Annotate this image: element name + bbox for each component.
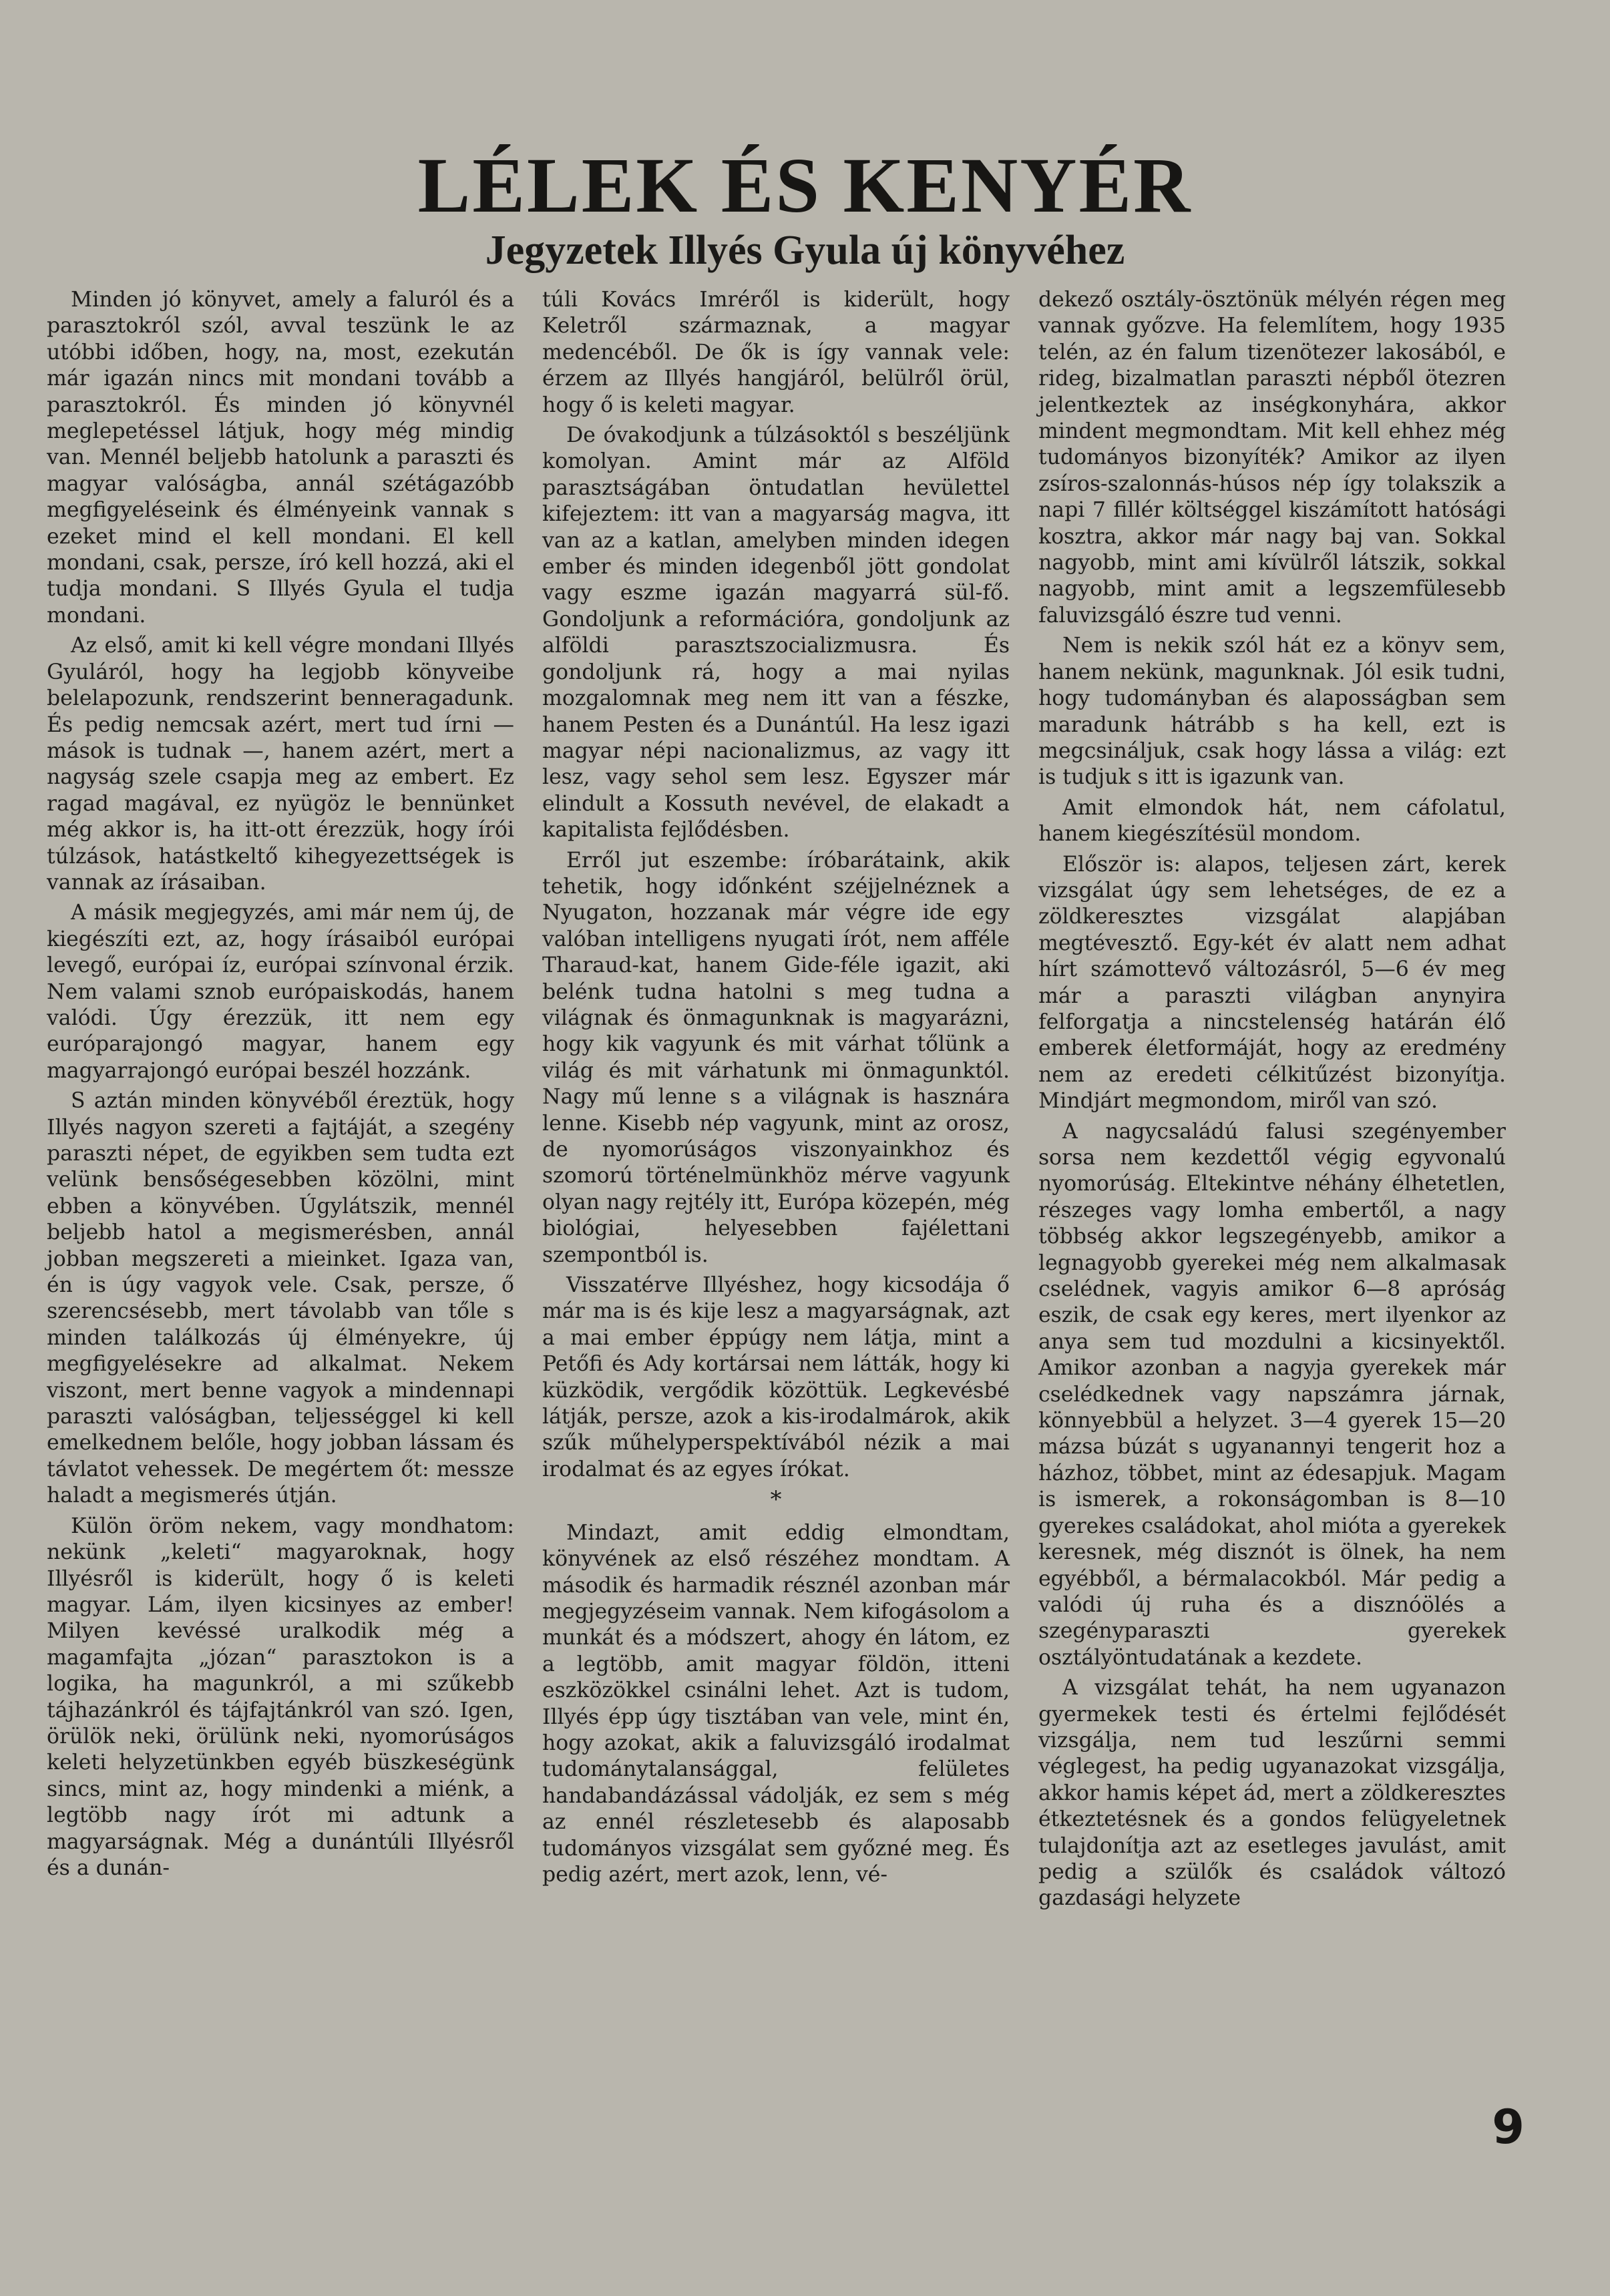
paragraph: Minden jó könyvet, amely a faluról és a parasztokról szól, avval teszünk le az utóbbi időben, hogy, na, most, ezekután már igazán nincs mit mondani tovább a parasztokról. És minden jó könyvnél meglepetéssel látjuk, hogy még mindig van. Mennél beljebb hatolunk a paraszti és magyar valóságba, annál szétágazóbb megfigyeléseink és élményeink vannak s ezeket mind el kell mondani. El kell mondani, csak, persze, író kell hozzá, aki el tudja mondani. S Illyés Gyula el tudja mondani. [47,288,514,628]
article-subtitle: Jegyzetek Illyés Gyula új könyvéhez [485,228,1125,273]
text-column-1 [47,287,514,1885]
paragraph: Mindazt, amit eddig elmondtam, könyvének az első részéhez mondtam. A második és harmadik résznél azonban már megjegyzéseim vannak. Nem kifogásolom a munkát és a módszert, ahogy én látom, ez a legtöbb, amit magyar földön, itteni eszközökkel csinálni lehet. Azt is tudom, Illyés épp úgy tisztában van vele, mint én, hogy azokat, akik a faluvizsgáló irodalmat tudománytalansággal, felületes handabandázással vádolják, ez sem s még az ennél részletesebb és alaposabb tudományos vizsgálat sem győzné meg. És pedig azért, mert azok, lenn, vé- [542,1520,1010,1887]
paragraph: Az első, amit ki kell végre mondani Illyés Gyuláról, hogy ha legjobb könyveibe belelapozunk, rendszerint benneragadunk. És pedig nemcsak azért, mert tud írni — mások is tudnak —, hanem azért, mert a nagyság szele csapja meg az embert. Ez ragad magával, ez nyügöz le bennünket még akkor is, ha itt-ott érezzük, hogy írói túlzások, hatástkeltő kihegyezettségek is vannak az írásaiban. [47,634,514,895]
paragraph: S aztán minden könyvéből éreztük, hogy Illyés nagyon szereti a fajtáját, a szegény paraszti népet, de egyikben sem tudta ezt velünk bensőségesebben közölni, mint ebben a könyvében. Úgylátszik, mennél beljebb hatol a megismerésben, annál jobban megszereti a mieinket. Igaza van, én is úgy vagyok vele. Csak, persze, ő szerencsésebb, mert távolabb van tőle s minden találkozás új élményekre, új megfigyelésekre ad alkalmat. Nekem viszont, mert benne vagyok a mindennapi paraszti valóságban, teljességgel ki kell emelkednem belőle, hogy jobban lássam és távlatot vehessek. De megértem őt: messze haladt a megismerés útján. [47,1089,514,1508]
paragraph: Nem is nekik szól hát ez a könyv sem, hanem nekünk, magunknak. Jól esik tudni, hogy tudományban és alaposságban sem maradunk hátrább s ha kell, ezt is megcsináljuk, csak hogy lássa a világ: ezt is tudjuk s itt is igazunk van. [1038,634,1506,790]
paragraph: dekező osztály-ösztönük mélyén régen meg vannak győzve. Ha felemlítem, hogy 1935 telén, az én falum tizenötezer lakosából, e rideg, bizalmatlan paraszti népből ötezren jelentkeztek az inségkonyhára, akkor mindent megmondtam. Mit kell ehhez még tudományos bizonyíték? Amikor az ilyen zsíros-szalonnás-húsos nép így tolakszik a napi 7 fillér költséggel kiszámított hatósági kosztra, akkor már nagy baj van. Sokkal nagyobb, mint ami kívülről látszik, sokkal nagyobb, mint amit a legszemfülesebb faluvizsgáló észre tud venni. [1038,288,1506,628]
article-title: LÉLEK ÉS KENYÉR [417,142,1193,229]
paragraph: Visszatérve Illyéshez, hogy kicsodája ő már ma is és kije lesz a magyarságnak, azt a mai ember éppúgy nem látja, mint a Petőfi és Ady kortársai nem látták, hogy ki küzködik, vergődik közöttük. Legkevésbé látják, persze, azok a kis-irodalmárok, akik szűk műhelyperspektívából nézik a mai irodalmat és az egyes írókat. [542,1273,1010,1481]
paragraph: A nagycsaládú falusi szegényember sorsa nem kezdettől végig egyvonalú nyomorúság. Eltekintve néhány élhetetlen, részeges vagy lomha embertől, a nagy többség akkor legszegényebb, amikor a legnagyobb gyerekei még nem alkalmasak cselédnek, vagyis amikor 6—8 apróság eszik, de csak egy keres, mert ilyenkor az anya sem tud mozdulni a kicsinyektől. Amikor azonban a nagyja gyerekek már cselédkednek vagy napszámra járnak, könnyebbül a helyzet. 3—4 gyerek 15—20 mázsa búzát s ugyanannyi tengerit hoz a házhoz, többet, mint az édesapjuk. Magam is ismerek, a rokonságomban is 8—10 gyerekes családokat, ahol mióta a gyerekek keresnek, még disznót is ölnek, ha nem egyébből, a bérmalacokból. Már pedig a valódi új ruha és a disznóölés a szegényparaszti gyerekek osztályöntudatának a kezdete. [1038,1119,1506,1670]
paragraph: túli Kovács Imréről is kiderült, hogy Keletről származnak, a magyar medencéből. De ők is így vannak vele: érzem az Illyés hangjáról, belülről örül, hogy ő is keleti magyar. [542,288,1010,417]
paragraph: De óvakodjunk a túlzásoktól s beszéljünk komolyan. Amint már az Alföld parasztságában öntudatlan hevülettel kifejeztem: itt van a magyarság magva, itt van az a katlan, amelyben minden idegen ember és minden idegenből jött gondolat vagy eszme igazán magyarrá sül-fő. Gondoljunk a reformációra, gondoljunk az alföldi parasztszocializmusra. És gondoljunk rá, hogy a mai nyilas mozgalomnak meg nem itt van a fészke, hanem Pesten és a Dunántúl. Ha lesz igazi magyar népi nacionalizmus, az vagy itt lesz, vagy sehol sem lesz. Egyszer már elindult a Kossuth nevével, de elakadt a kapitalista fejlődésben. [542,423,1010,843]
paragraph: Először is: alapos, teljesen zárt, kerek vizsgálat úgy sem lehetséges, de ez a zöldkeresztes vizsgálat alapjában megtévesztő. Egy-két év alatt nem adhat hírt számottevő változásról, 5—6 év meg már a paraszti világban anynyira felforgatja a nincstelenség határán élő emberek életformáját, hogy az eredmény nem az eredeti célkitűzést bizonyítja. Mindjárt megmondom, miről van szó. [1038,852,1506,1114]
paragraph: A másik megjegyzés, ami már nem új, de kiegészíti ezt, az, hogy írásaiból európai levegő, európai íz, európai színvonal érzik. Nem valami sznob európaiskodás, hanem valódi. Úgy érezzük, itt nem egy európarajongó magyar, hanem egy magyarrajongó európai beszél hozzánk. [47,901,514,1083]
paragraph: A vizsgálat tehát, ha nem ugyanazon gyermekek testi és értelmi fejlődését vizsgálja, nem tud leszűrni semmi véglegest, ha pedig ugyanazokat vizsgálja, akkor hamis képet ád, mert a zöldkeresztes étkeztetésnek és a gondos felügyeletnek tulajdonítja azt az esetleges javulást, amit pedig a szülők és családok változó gazdasági helyzete [1038,1676,1506,1911]
section-separator: * [770,1486,782,1514]
paragraph: Amit elmondok hát, nem cáfolatul, hanem kiegészítésül mondom. [1038,795,1506,847]
text-column-2 [542,287,1010,1892]
paragraph: Erről jut eszembe: íróbarátaink, akik tehetik, hogy időnként széjjelnéznek a Nyugaton, hozzanak már végre ide egy valóban intelligens nyugati írót, nem afféle Tharaud-kat, hanem Gide-féle igazit, aki belénk tudna hatolni s meg tudna a világnak és önmagunknak is magyarázni, hogy kik vagyunk és mit várhat tőlünk a világ és mit várhatunk mi önmagunktól. Nagy mű lenne s a világnak is hasznára lenne. Kisebb nép vagyunk, mint az orosz, de nyomorúságos viszonyainkhoz és szomorú történelmünkhöz mérve vagyunk olyan nagy rejtély itt, Európa közepén, még biológiai, helyesebben fajélettani szempontból is. [542,848,1010,1267]
page-number: 9 [1492,2100,1525,2154]
text-column-3 [1038,287,1506,1916]
paragraph: Külön öröm nekem, vagy mondhatom: nekünk „keleti“ magyaroknak, hogy Illyésről is kiderült, hogy ő is keleti magyar. Lám, ilyen kicsinyes az ember! Milyen kevéssé uralkodik még a magamfajta „józan“ parasztokon is a logika, ha magunkról, a mi szűkebb tájhazánkról és tájfajtánkról van szó. Igen, örülök neki, örülünk neki, nyomorúságos keleti helyzetünkben egyéb büszkeségünk sincs, mint az, hogy mindenki a miénk, a legtöbb nagy írót mi adtunk a magyarságnak. Még a dunántúli Illyésről és a dunán- [47,1514,514,1880]
